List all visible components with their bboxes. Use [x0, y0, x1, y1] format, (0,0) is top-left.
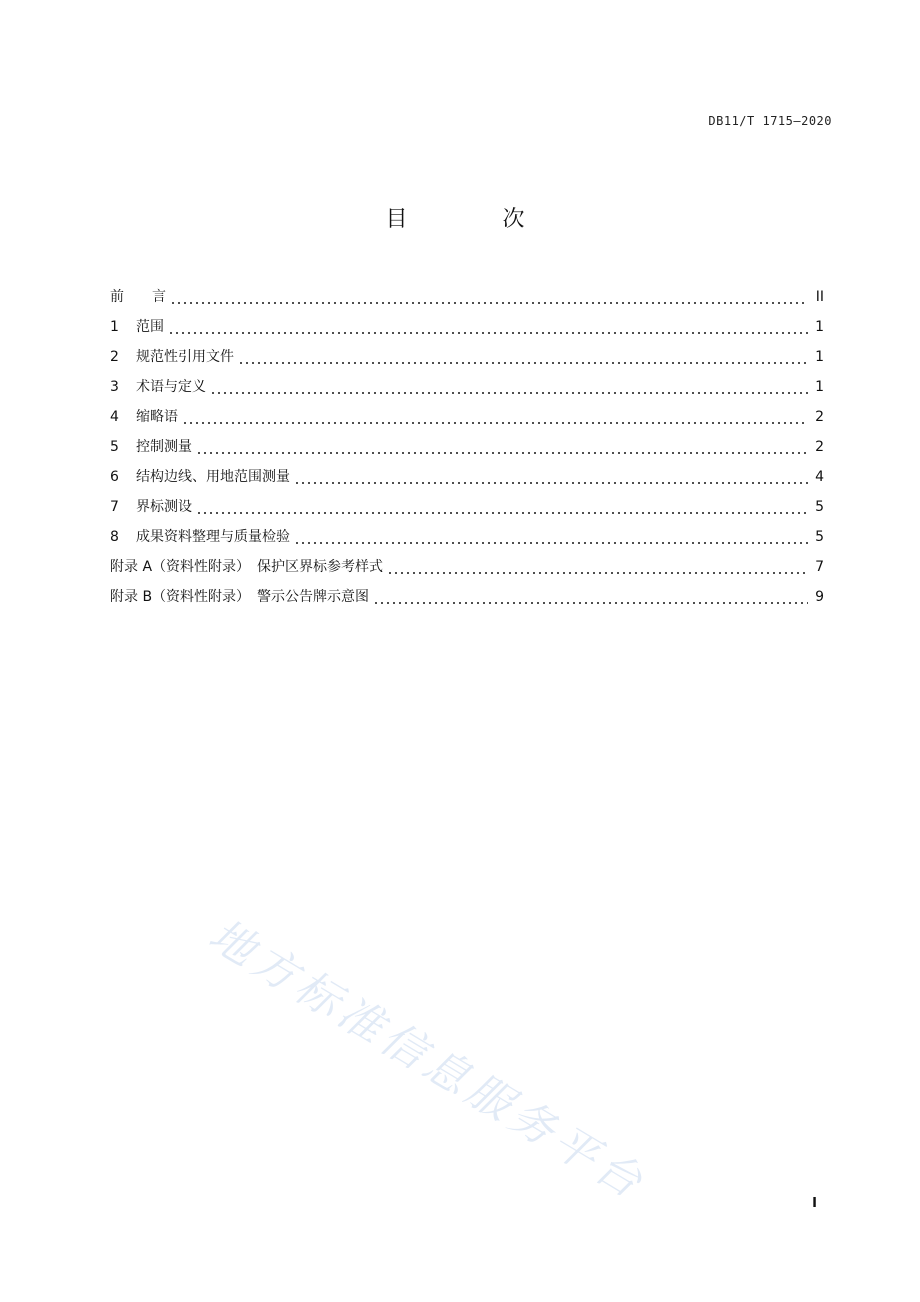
toc-entry-label: [110, 347, 234, 367]
toc-entry-title: 术语与定义: [136, 379, 206, 395]
toc-entry[interactable]: [110, 397, 824, 427]
toc-entry-label: [110, 317, 164, 337]
toc-entry-number: 8: [110, 529, 119, 545]
toc-entry[interactable]: [110, 427, 824, 457]
toc-entry-label: [110, 527, 290, 547]
toc-dot-leader: [294, 527, 808, 547]
toc-entry-title: 界标测设: [136, 499, 192, 515]
toc-dot-leader: [182, 407, 808, 427]
toc-entry[interactable]: [110, 367, 824, 397]
toc-entry-label: [110, 377, 206, 397]
toc-entry-page: 2: [815, 409, 824, 425]
toc-entry-page: 2: [815, 439, 824, 455]
toc-entry-page: 7: [815, 559, 824, 575]
toc-entry-number: 4: [110, 409, 119, 425]
toc-dot-leader: [373, 587, 808, 607]
toc-entry-title: 成果资料整理与质量检验: [136, 529, 290, 545]
toc-entry-page: 5: [815, 499, 824, 515]
toc-entry-number: 1: [110, 319, 119, 335]
toc-entry-label: [110, 467, 290, 487]
toc-entry-page: 5: [815, 529, 824, 545]
toc-dot-leader: [196, 437, 808, 457]
toc-entry-page: 4: [815, 469, 824, 485]
toc-entry-title: 附录 A（资料性附录） 保护区界标参考样式: [110, 559, 384, 575]
toc-entry-label: [110, 587, 369, 607]
toc-entry-page: II: [815, 289, 824, 305]
toc-entry-label: [110, 437, 192, 457]
toc-entry-title: 缩略语: [136, 409, 178, 425]
toc-entry-number: 2: [110, 349, 119, 365]
toc-entry[interactable]: [110, 337, 824, 367]
toc-entry-number: 5: [110, 439, 119, 455]
toc-entry-number: 3: [110, 379, 119, 395]
toc-dot-leader: [210, 377, 808, 397]
toc-entry-title: 范围: [136, 319, 164, 335]
toc-dot-leader: [170, 287, 808, 307]
toc-entry-label: [110, 557, 383, 577]
toc-entry-number: 7: [110, 499, 119, 515]
toc-entry-title: 控制测量: [136, 439, 192, 455]
toc-title: 目 次: [385, 207, 569, 232]
toc-dot-leader: [196, 497, 808, 517]
document-code: DB11/T 1715—2020: [708, 114, 832, 128]
toc-entry-page: 9: [815, 589, 824, 605]
toc-entry[interactable]: [110, 517, 824, 547]
page-number: I: [812, 1196, 817, 1211]
toc-entry-page: 1: [815, 319, 824, 335]
toc-entry-title: 前 言: [110, 289, 166, 305]
toc-entry-page: 1: [815, 349, 824, 365]
toc-dot-leader: [238, 347, 808, 367]
toc-entry[interactable]: [110, 577, 824, 607]
toc-entry-title: 结构边线、用地范围测量: [136, 469, 290, 485]
watermark: 地方标准信息服务平台: [200, 909, 655, 1211]
toc-entry[interactable]: [110, 307, 824, 337]
toc-entry[interactable]: [110, 487, 824, 517]
toc-entry[interactable]: [110, 547, 824, 577]
toc-list: [110, 277, 824, 607]
toc-entry[interactable]: [110, 277, 824, 307]
toc-entry[interactable]: [110, 457, 824, 487]
toc-entry-title: 附录 B（资料性附录） 警示公告牌示意图: [110, 589, 370, 605]
toc-entry-label: [110, 407, 178, 427]
toc-dot-leader: [294, 467, 808, 487]
toc-dot-leader: [168, 317, 808, 337]
toc-entry-page: 1: [815, 379, 824, 395]
toc-entry-label: [110, 287, 166, 307]
toc-dot-leader: [387, 557, 808, 577]
toc-entry-number: 6: [110, 469, 119, 485]
toc-entry-label: [110, 497, 192, 517]
toc-entry-title: 规范性引用文件: [136, 349, 234, 365]
